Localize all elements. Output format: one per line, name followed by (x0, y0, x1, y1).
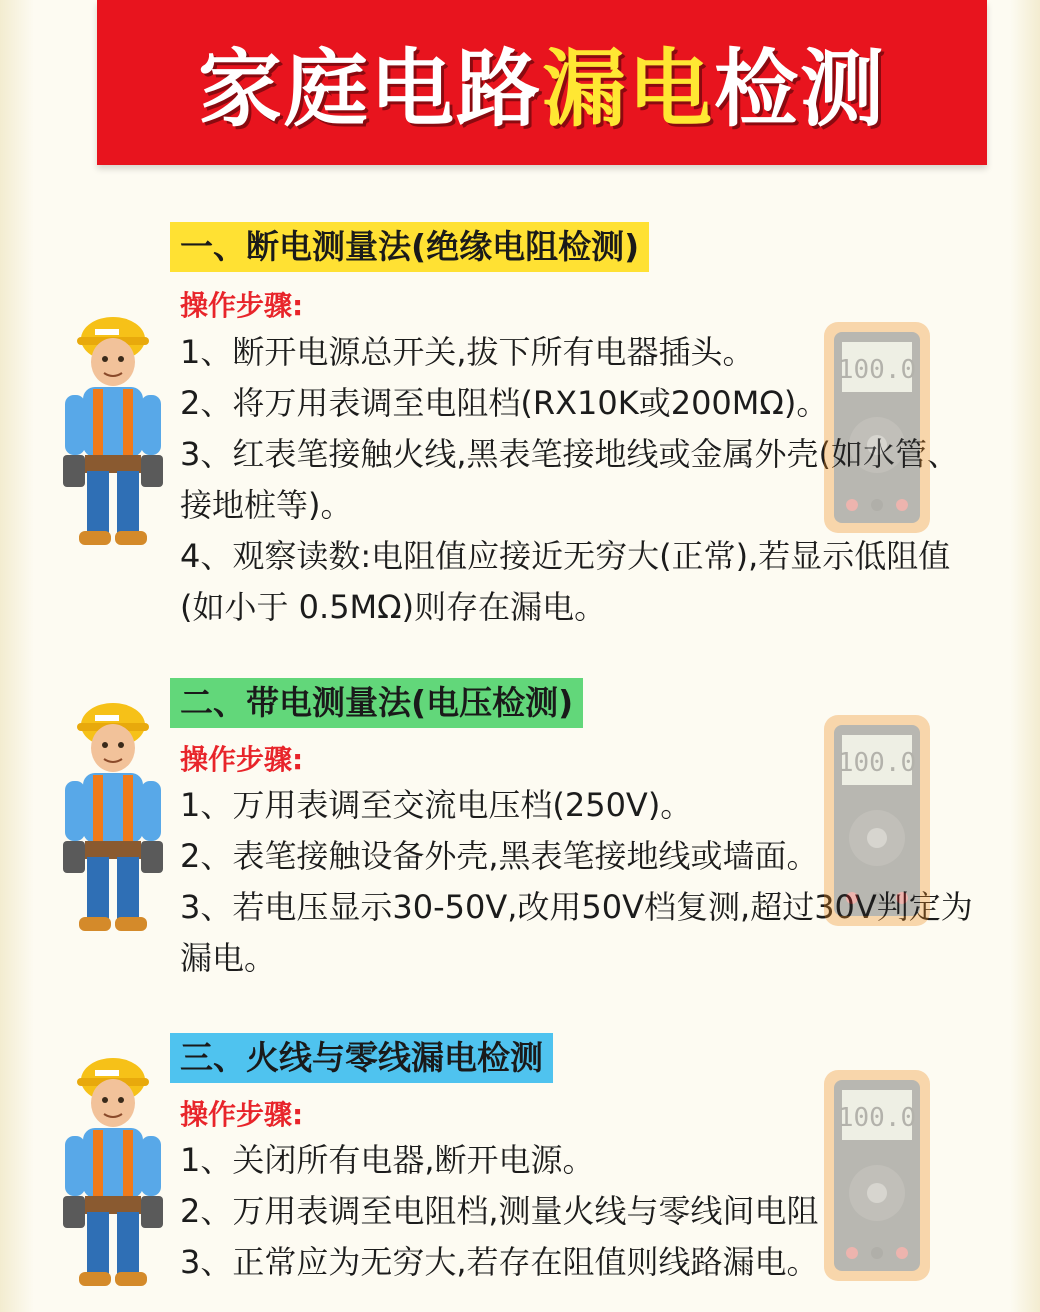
steps-label: 操作步骤: (180, 743, 304, 776)
multimeter-icon (822, 320, 932, 535)
section-heading: 一、断电测量法(绝缘电阻检测) (170, 222, 649, 272)
step-item: 2、将万用表调至电阻档(RX10K或200MΩ)。 (180, 384, 829, 422)
step-item: 1、关闭所有电器,断开电源。 (180, 1141, 595, 1179)
section-live-neutral-test (0, 1033, 1040, 1303)
step-item: 2、表笔接触设备外壳,黑表笔接地线或墙面。 (180, 837, 819, 875)
electrician-worker-icon (55, 693, 170, 938)
section-heading: 三、火线与零线漏电检测 (170, 1033, 553, 1083)
step-item: 1、断开电源总开关,拔下所有电器插头。 (180, 333, 755, 371)
meter-reading: 100.0 (837, 1103, 917, 1133)
electrician-worker-icon (55, 307, 170, 552)
title-highlight: 漏电 (541, 40, 714, 138)
title-part2: 检测 (714, 40, 887, 138)
electrician-worker-icon (55, 1048, 170, 1293)
multimeter-icon (822, 1068, 932, 1283)
step-item: 1、万用表调至交流电压档(250V)。 (180, 786, 693, 824)
meter-reading: 100.0 (837, 748, 917, 778)
title-part1: 家庭电路 (197, 40, 542, 138)
step-item: 2、万用表调至电阻档,测量火线与零线间电阻 (180, 1192, 819, 1230)
section-heading: 二、带电测量法(电压检测) (170, 678, 583, 728)
steps-label: 操作步骤: (180, 289, 304, 322)
multimeter-icon (822, 713, 932, 928)
steps-label: 操作步骤: (180, 1098, 304, 1131)
title-banner (97, 0, 987, 165)
meter-reading: 100.0 (837, 355, 917, 385)
step-item: 3、红表笔接触火线,黑表笔接地线或金属外壳(如水管、接地桩等)。 (180, 435, 960, 524)
page-title (198, 22, 886, 143)
step-item: 3、正常应为无穷大,若存在阻值则线路漏电。 (180, 1243, 819, 1281)
step-item: 4、观察读数:电阻值应接近无穷大(正常),若显示低阻值(如小于 0.5MΩ)则存在漏电。 (180, 537, 951, 626)
section-voltage-test (0, 678, 1040, 988)
step-item: 3、若电压显示30-50V,改用50V档复测,超过30V判定为漏电。 (180, 888, 973, 977)
section-insulation-test (0, 222, 1040, 632)
